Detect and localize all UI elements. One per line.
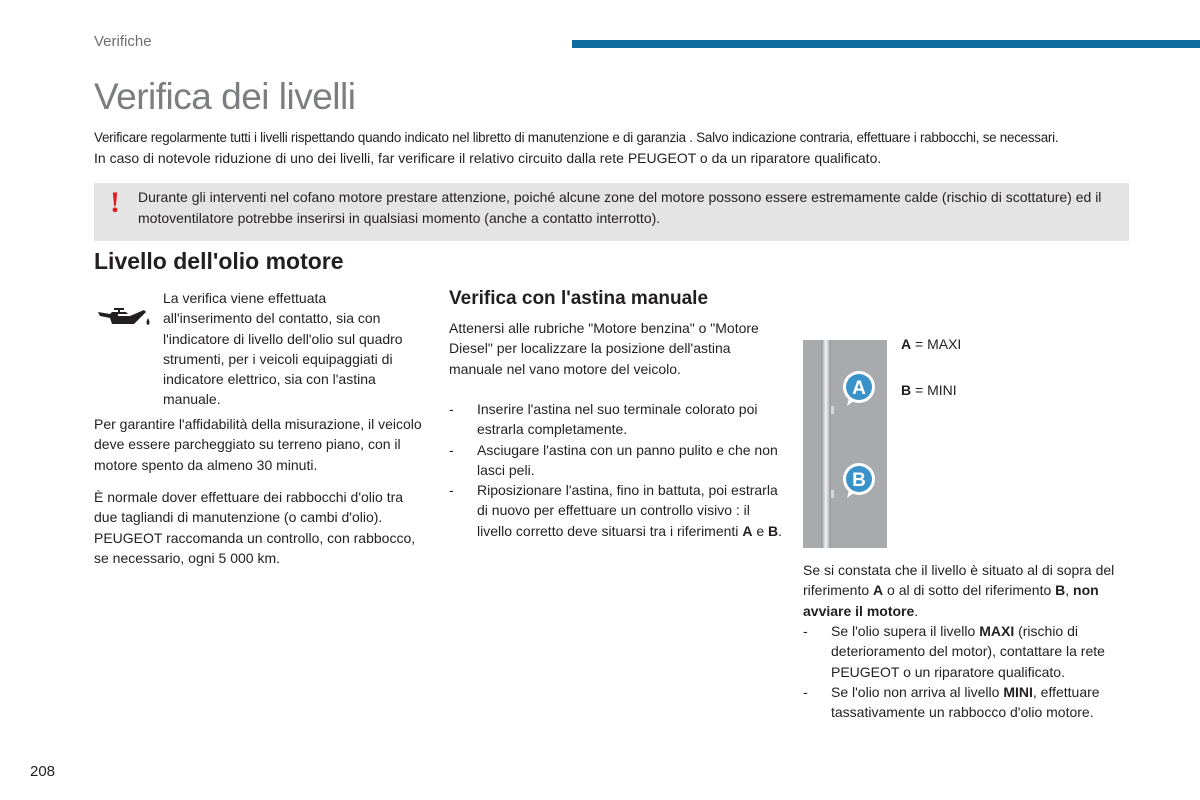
list-dash: - (449, 401, 454, 417)
dipstick-figure (803, 340, 887, 548)
section-label: Verifiche (94, 33, 152, 50)
ref-a: A (742, 522, 753, 539)
ref-end: . (778, 522, 783, 539)
level-check-ref-b: B (1055, 582, 1066, 599)
level-check-text: o al di sotto del riferimento (883, 582, 1056, 599)
oil-paragraph-2: Per garantire l'affidabilità della misurazione, il veicolo deve essere parcheggiato su terreno piano, con il motore spento da almeno 30 minuti. (94, 416, 422, 473)
oil-paragraph-3: È normale dover effettuare dei rabbocchi d'olio tra due tagliandi di manutenzione (o cambi d'olio). PEUGEOT raccomanda un controllo, con rabbocco, se necessario, ogni 5 000 km. (94, 489, 416, 566)
list-dash: - (803, 683, 808, 700)
legend-b-key: B (901, 382, 912, 398)
ref-b: B (768, 522, 779, 539)
level-check-list (803, 621, 1133, 722)
list-dash: - (449, 482, 454, 499)
level-check-text: . (914, 602, 919, 619)
list-item (449, 440, 784, 481)
dipstick-notch (831, 490, 834, 498)
level-check-text: Se si constata che il livello è situato al di sopra del riferimento (803, 562, 1115, 599)
dipstick-paragraph: Attenersi alle rubriche "Motore benzina" o "Motore Diesel" per localizzare la posizione dell'astina manuale nel vano motore del veicolo. (449, 320, 759, 377)
item-bold: MAXI (979, 623, 1015, 639)
warning-icon: ! (110, 186, 120, 219)
page-number: 208 (30, 763, 56, 780)
list-dash: - (449, 441, 454, 458)
warning-text: Durante gli interventi nel cofano motore prestare attenzione, poiché alcune zone del motore possono essere estremamente calde (rischio di scottature) ed il motoventilatore potrebbe inserirsi in qualsiasi momento (anche a contatto interrotto). (138, 189, 1102, 226)
step-text: Asciugare l'astina con un panno pulito e che non lasci peli. (477, 441, 778, 478)
marker-b-label: B (852, 470, 866, 491)
level-check-paragraph (803, 560, 1133, 621)
intro-paragraph (94, 128, 1134, 168)
item-text: (rischio di deterioramento del motor), contattare la rete PEUGEOT o un riparatore qualificato. (831, 623, 1105, 680)
marker-b-icon (843, 463, 875, 498)
level-check-ref-a: A (873, 582, 884, 599)
dipstick-steps (449, 399, 784, 541)
dipstick-rod (821, 340, 831, 548)
marker-a-label: A (852, 378, 866, 399)
ref-and: e (752, 522, 769, 539)
list-item (803, 682, 1133, 723)
item-text: , effettuare tassativamente un rabbocco d'olio motore. (831, 683, 1100, 721)
item-bold: MINI (1003, 683, 1033, 700)
oil-intro-text: La verifica viene effettuata all'inserimento del contatto, sia con l'indicatore di livello dell'olio sul quadro strumenti, per i veicoli equipaggiati di indicatore elettrico, sia con l'astina manuale. (163, 290, 403, 408)
header-accent-bar (572, 40, 1200, 48)
marker-a-icon (843, 371, 875, 406)
step-text: Inserire l'astina nel suo terminale colorato poi estrarla completamente. (477, 401, 758, 438)
list-dash: - (803, 623, 808, 639)
legend-a (901, 336, 961, 352)
item-text: Se l'olio non arriva al livello (831, 683, 1004, 700)
list-item (449, 480, 784, 541)
dipstick-heading: Verifica con l'astina manuale (449, 288, 709, 309)
legend-b-value: = MINI (911, 382, 957, 398)
oil-can-icon (96, 304, 154, 334)
level-check-text: , (1065, 582, 1070, 599)
step-text: Riposizionare l'astina, fino in battuta, poi estrarla di nuovo per effettuare un controllo visivo : il livello corretto deve situarsi tra i riferimenti (477, 482, 778, 539)
oil-level-heading: Livello dell'olio motore (94, 248, 344, 274)
list-item (803, 621, 1133, 682)
dipstick-illustration (803, 340, 887, 548)
dipstick-notch (831, 406, 834, 414)
level-check-warning: non avviare il motore (803, 582, 1099, 619)
intro-line-2: In caso di notevole riduzione di uno dei livelli, far verificare il relativo circuito dalla rete PEUGEOT o da un riparatore qualificato. (94, 150, 882, 166)
legend-a-value: = MAXI (911, 336, 962, 352)
legend-b (901, 382, 957, 398)
page-title: Verifica dei livelli (94, 76, 356, 117)
intro-line-1: Verificare regolarmente tutti i livelli rispettando quando indicato nel libretto di manutenzione e di garanzia . Salvo indicazione contraria, effettuare i rabbocchi, se necessari. (94, 130, 1059, 145)
list-item (449, 399, 784, 440)
legend-a-key: A (901, 336, 912, 352)
item-text: Se l'olio supera il livello (831, 623, 980, 639)
